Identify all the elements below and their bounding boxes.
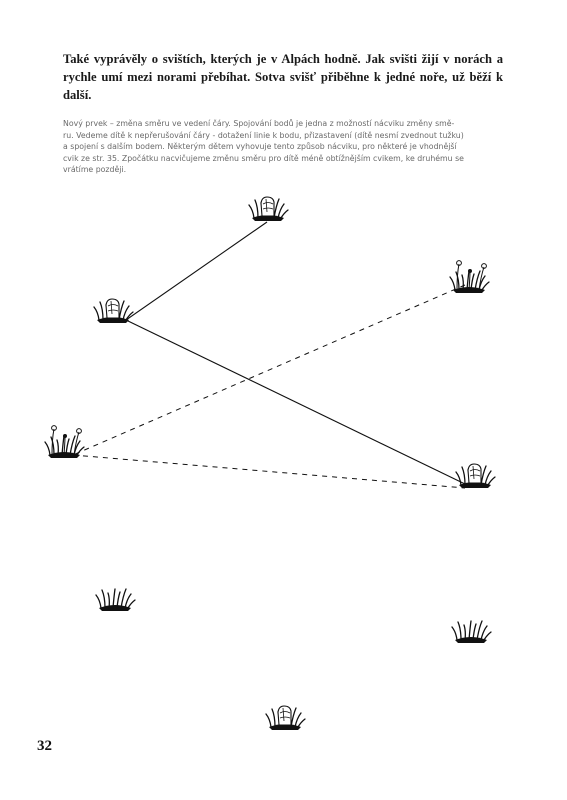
marmot-burrow-illustration xyxy=(94,299,133,323)
connecting-line xyxy=(126,320,465,484)
page-number: 32 xyxy=(37,738,52,754)
instruction-line: ru. Vedeme dítě k nepřerušování čáry - dotažení linie k bodu, přizastavení (dítě nesmí zvednout tužku) xyxy=(63,130,464,140)
marmot-burrow-illustration xyxy=(249,197,288,221)
grass-flowers-illustration xyxy=(450,261,489,293)
grass-clump-illustration xyxy=(452,621,491,643)
marmot-burrow-illustration xyxy=(266,706,305,730)
grass-clump-illustration xyxy=(96,589,135,611)
grass-flowers-illustration xyxy=(45,426,84,458)
instruction-line: Nový prvek – změna směru ve vedení čáry. Spojování bodů je jedna z možností nácviku změny smě- xyxy=(63,119,455,128)
dashed-tracing-line xyxy=(73,285,465,455)
instruction-line: vrátíme později. xyxy=(63,165,127,175)
story-paragraph: Také vyprávěly o svištích, kterých je v Alpách hodně. Jak svišti žijí v norách a rychle umí mezi norami přebíhat. Sotva svišť přiběhne k jedné noře, už běží k další. xyxy=(63,52,503,102)
instruction-line: a spojení s dalším bodem. Některým dětem vyhovuje tento způsob nácviku, pro některé je vhodnější xyxy=(63,142,457,152)
instruction-line: cvik ze str. 35. Zpočátku nacvičujeme změnu směru pro dítě méně obtížnějším cvikem, ke druhému se xyxy=(63,153,464,163)
connecting-line xyxy=(126,222,267,320)
dashed-tracing-line xyxy=(73,455,465,488)
marmot-burrow-illustration xyxy=(456,464,495,488)
